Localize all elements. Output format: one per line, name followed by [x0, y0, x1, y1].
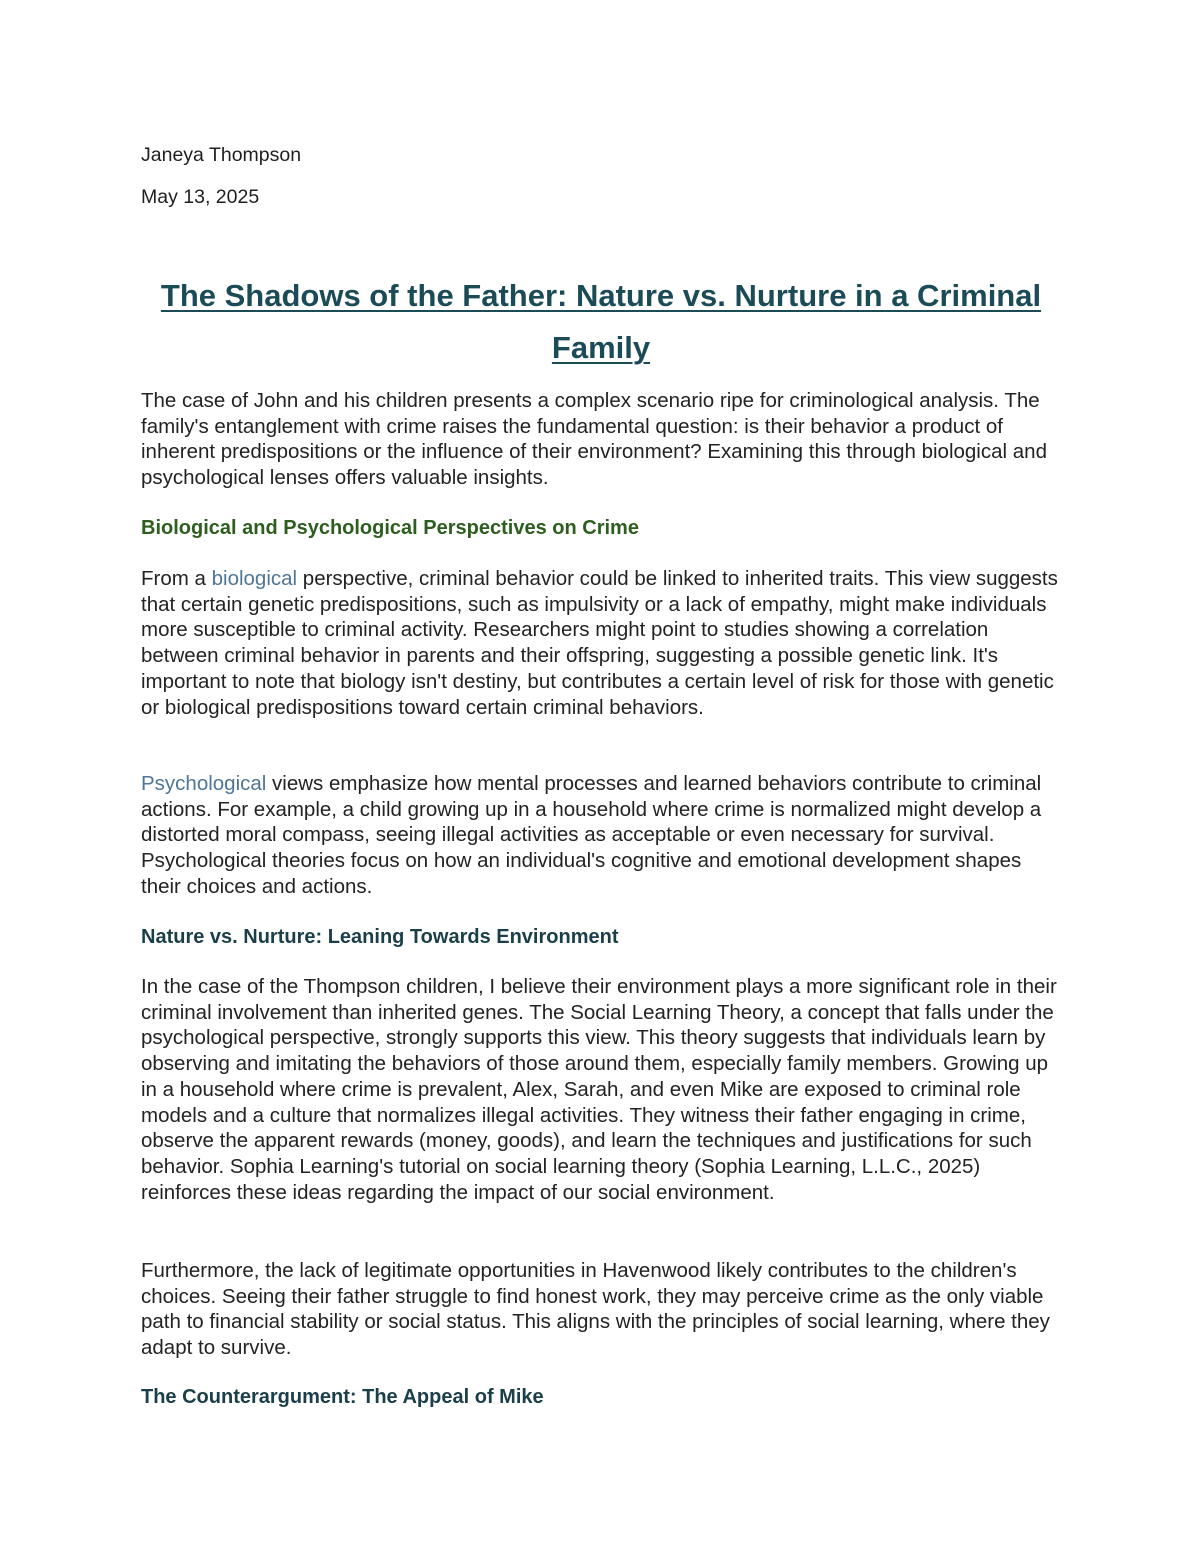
psychological-paragraph: [141, 771, 1061, 900]
document-date: May 13, 2025: [141, 186, 260, 208]
author-name: Janeya Thompson: [141, 144, 302, 166]
intro-paragraph: The case of John and his children presents a complex scenario ripe for criminological analysis. The family's entanglement with crime raises the fundamental question: is their behavior a product of inherent predispositions or the influence of their environment? Examining this through biological and psychological lenses offers valuable insights.: [141, 389, 1047, 490]
environment-paragraph: In the case of the Thompson children, I believe their environment plays a more significant role in their criminal involvement than inherited genes. The Social Learning Theory, a concept that falls under the psychological perspective, strongly supports this view. This theory suggests that individuals learn by observing and imitating the behaviors of those around them, especially family members. Growing up in a household where crime is prevalent, Alex, Sarah, and even Mike are exposed to criminal role models and a culture that normalizes illegal activities. They witness their father engaging in crime, observe the apparent rewards (money, goods), and learn the techniques and justifications for such behavior. Sophia Learning's tutorial on social learning theory (Sophia Learning, L.L.C., 2025) reinforces these ideas regarding the impact of our social environment.: [141, 975, 1057, 1204]
section-heading-counterargument: The Counterargument: The Appeal of Mike: [141, 1386, 544, 1408]
term-psychological: Psychological: [141, 772, 267, 795]
section-heading-nature-nurture: Nature vs. Nurture: Leaning Towards Environment: [141, 926, 619, 948]
biological-paragraph: [141, 566, 1061, 720]
term-biological: biological: [211, 567, 298, 590]
paragraph-text: views emphasize how mental processes and learned behaviors contribute to criminal actions. For example, a child growing up in a household where crime is normalized might develop a distorted moral compass, seeing illegal activities as acceptable or even necessary for survival. Psychological theories focus on how an individual's cognitive and emotional development shapes their choices and actions.: [141, 772, 1042, 898]
opportunities-paragraph: Furthermore, the lack of legitimate opportunities in Havenwood likely contributes to the children's choices. Seeing their father struggle to find honest work, they may perceive crime as the only viable path to financial stability or social status. This aligns with the principles of social learning, where they adapt to survive.: [141, 1259, 1050, 1360]
paragraph-text: perspective, criminal behavior could be linked to inherited traits. This view suggests that certain genetic predispositions, such as impulsivity or a lack of empathy, might make individuals more susceptible to criminal activity. Researchers might point to studies showing a correlation between criminal behavior in parents and their offspring, suggesting a possible genetic link. It's important to note that biology isn't destiny, but contributes a certain level of risk for those with genetic or biological predispositions toward certain criminal behaviors.: [141, 567, 1058, 719]
document-title: The Shadows of the Father: Nature vs. Nurture in a Criminal Family: [160, 278, 1042, 365]
section-heading-perspectives: Biological and Psychological Perspectives on Crime: [141, 517, 639, 539]
paragraph-lead: From a: [141, 567, 212, 590]
